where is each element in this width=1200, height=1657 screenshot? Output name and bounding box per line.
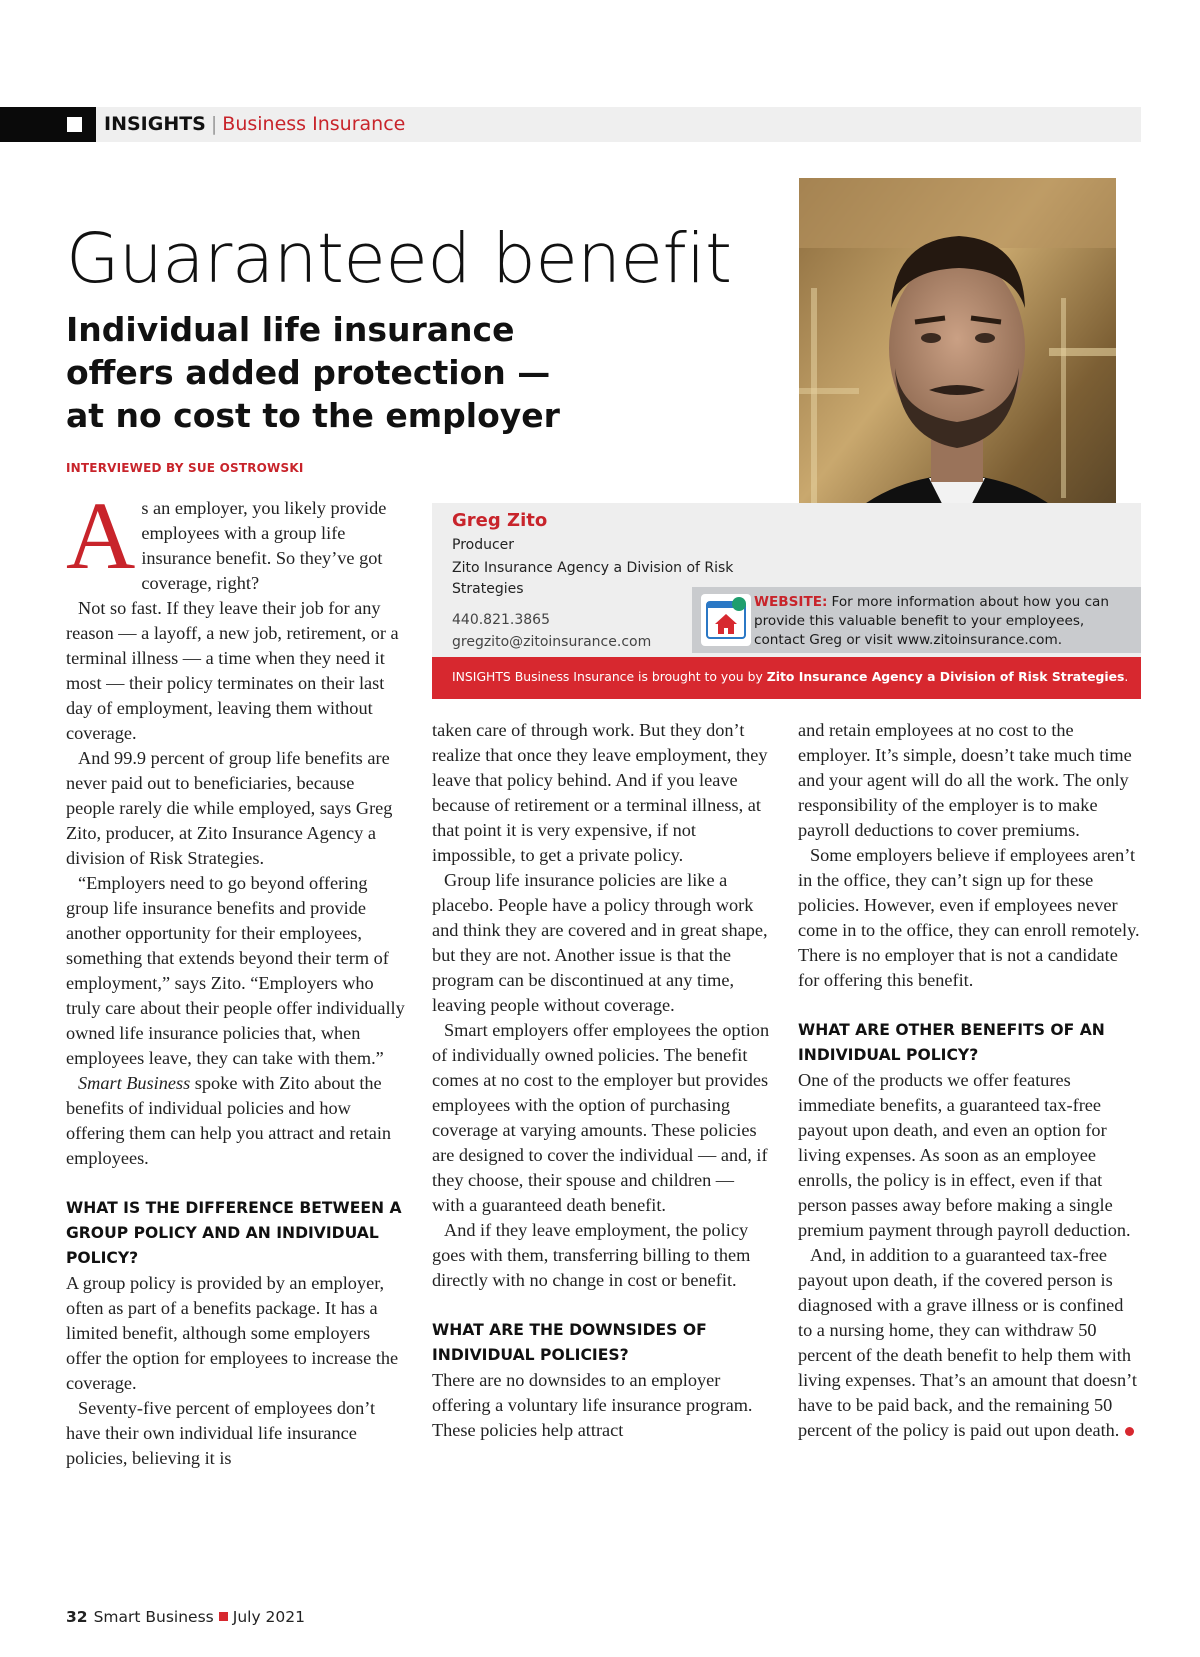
section-separator: | bbox=[210, 113, 218, 135]
page-footer bbox=[66, 1608, 305, 1626]
paragraph-text: s an employer, you likely provide employees with a group life insurance benefit. So they’ve got coverage, right? bbox=[141, 498, 387, 593]
website-callout bbox=[692, 587, 1141, 653]
body-paragraph: One of the products we offer features immediate benefits, a guaranteed tax-free payout upon death, and even an option for living expenses. As soon as an employee enrolls, the policy is in effect, even if that person passes away before making a single premium payment through payroll deduction. bbox=[798, 1070, 1131, 1240]
contact-title: Producer bbox=[452, 537, 515, 553]
website-description bbox=[754, 593, 1138, 650]
footer-square-icon bbox=[219, 1612, 228, 1621]
publication-mention: Smart Business bbox=[78, 1073, 191, 1093]
paragraph-text: And, in addition to a guaranteed tax-free payout upon death, if the covered person is diagnosed with a grave illness or is confined to a nursing home, they can withdraw 50 percent of the death benefit to help them with living expenses. That’s an amount that doesn’t have to be paid back, and the remaining 50 percent of the policy is paid out upon death. bbox=[798, 1245, 1137, 1440]
body-paragraph: And 99.9 percent of group life benefits are never paid out to beneficiaries, because people rarely die while employed, says Greg Zito, producer, at Zito Insurance Agency a division of Risk Strategies. bbox=[66, 748, 393, 868]
body-paragraph bbox=[66, 1071, 406, 1171]
body-paragraph: There are no downsides to an employer offering a voluntary life insurance program. These policies help attract bbox=[432, 1370, 753, 1440]
body-paragraph: Smart employers offer employees the option of individually owned policies. The benefit comes at no cost to the employer but provides employees with the option of purchasing coverage at varying amounts. These policies are designed to cover the individual — and, if they choose, their spouse and children — with a guaranteed death benefit. bbox=[432, 1020, 770, 1215]
body-paragraph: A group policy is provided by an employer, often as part of a benefits package. It has a limited benefit, although some employers offer the option for employees to increase the coverage. bbox=[66, 1273, 399, 1393]
article-subtitle: Individual life insurance offers added protection — at no cost to the employer bbox=[66, 310, 560, 435]
section-heading: WHAT ARE OTHER BENEFITS OF AN INDIVIDUAL POLICY? bbox=[798, 1021, 1105, 1064]
section-heading: WHAT IS THE DIFFERENCE BETWEEN A GROUP POLICY AND AN INDIVIDUAL POLICY? bbox=[66, 1199, 402, 1267]
issue-date: July 2021 bbox=[232, 1608, 305, 1626]
contact-company: Zito Insurance Agency a Division of Risk Strategies bbox=[452, 560, 734, 597]
sponsor-text bbox=[452, 669, 1128, 684]
sponsor-suffix: . bbox=[1124, 669, 1129, 684]
publication-name: Smart Business bbox=[93, 1608, 214, 1626]
section-header bbox=[0, 107, 1141, 142]
body-paragraph: Seventy-five percent of employees don’t have their own individual life insurance policies, believing it is bbox=[66, 1398, 376, 1468]
drop-cap: A bbox=[66, 482, 136, 589]
article-column-2 bbox=[432, 718, 770, 1443]
body-paragraph: and retain employees at no cost to the employer. It’s simple, doesn’t take much time and your agent will do all the work. The only responsibility of the employer is to make payroll deductions to cover premiums. bbox=[798, 720, 1132, 840]
body-paragraph: “Employers need to go beyond offering group life insurance benefits and provide another opportunity for their employees, something that extends beyond their term of employment,” says Zito. “Employers who truly care about their people offer individually owned life insurance policies that, when employees leave, they can take with them.” bbox=[66, 873, 405, 1068]
section-heading: WHAT ARE THE DOWNSIDES OF INDIVIDUAL POLICIES? bbox=[432, 1321, 707, 1364]
body-paragraph: And if they leave employment, the policy goes with them, transferring billing to them directly with no change in cost or benefit. bbox=[432, 1220, 751, 1290]
end-mark-icon bbox=[1125, 1427, 1134, 1436]
article-column-3 bbox=[798, 718, 1141, 1443]
article-column-1 bbox=[66, 482, 406, 1471]
website-label: WEBSITE: bbox=[754, 594, 828, 610]
body-paragraph: Some employers believe if employees aren’t in the office, they can’t sign up for these policies. However, even if employees never come in to the office, they can enroll remotely. There is no employer that is not a candidate for offering this benefit. bbox=[798, 845, 1140, 990]
body-paragraph: Group life insurance policies are like a placebo. People have a policy through work and think they are covered and in great shape, but they are not. Another issue is that the program can be discontinued at any time, leaving people without coverage. bbox=[432, 870, 768, 1015]
page-number: 32 bbox=[66, 1608, 88, 1626]
section-label bbox=[104, 113, 405, 136]
article-title: Guaranteed benefit bbox=[66, 219, 732, 299]
body-paragraph bbox=[798, 1243, 1141, 1443]
contact-name: Greg Zito bbox=[452, 510, 548, 531]
website-house-icon bbox=[701, 594, 751, 646]
sponsor-prefix: INSIGHTS Business Insurance is brought to you by bbox=[452, 669, 767, 684]
body-paragraph bbox=[66, 482, 406, 596]
section-name: INSIGHTS bbox=[104, 113, 206, 135]
sponsor-bar bbox=[432, 657, 1141, 699]
subsection-name: Business Insurance bbox=[222, 113, 406, 135]
paragraph-text: spoke with Zito about the benefits of individual policies and how offering them can help you attract and retain employees. bbox=[66, 1073, 392, 1168]
body-paragraph: taken care of through work. But they don’t realize that once they leave employment, they leave that policy behind. And if you leave because of retirement or a terminal illness, at that point it is very expensive, if not impossible, to get a private policy. bbox=[432, 720, 768, 865]
body-paragraph: Not so fast. If they leave their job for any reason — a layoff, a new job, retirement, or a terminal illness — a time when they need it most — their policy terminates on their last day of employment, leaving them without coverage. bbox=[66, 598, 399, 743]
contact-phone: 440.821.3865 bbox=[452, 612, 550, 628]
header-square-icon bbox=[67, 117, 82, 132]
byline: INTERVIEWED BY SUE OSTROWSKI bbox=[66, 461, 304, 475]
sponsor-name: Zito Insurance Agency a Division of Risk Strategies bbox=[766, 669, 1125, 684]
contact-email[interactable]: gregzito@zitoinsurance.com bbox=[452, 634, 652, 650]
website-body: For more information about how you can provide this valuable benefit to your employees, contact Greg or visit www.zitoinsurance.com. bbox=[754, 594, 1110, 648]
